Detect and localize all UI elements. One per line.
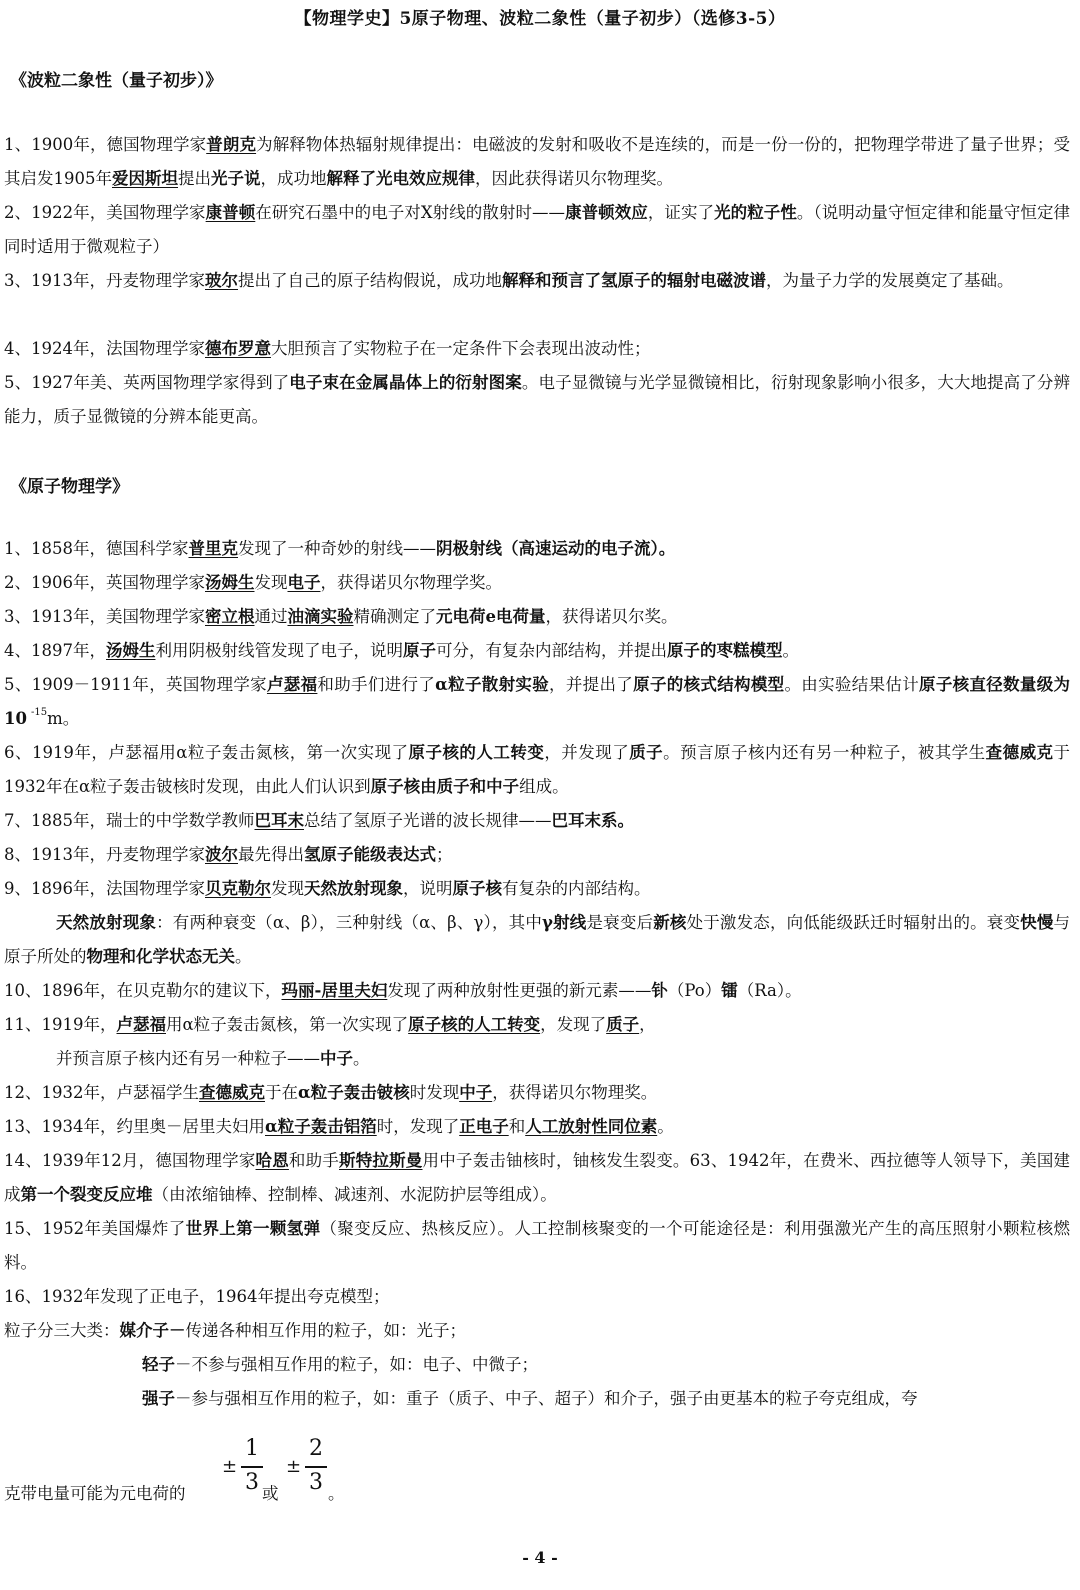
list-item: 14、1939年12月，德国物理学家哈恩和助手斯特拉斯曼用中子轰击铀核时，铀核发生裂变。63、1942年，在费米、西拉德等人领导下，美国建成第一个裂变反应堆（由浓缩铀棒、控制棒、减速剂、水泥防护层等组成）。	[4, 1151, 1071, 1204]
list-item: 并预言原子核内还有另一种粒子——中子。	[56, 1049, 370, 1068]
list-item: 6、1919年，卢瑟福用α粒子轰击氮核，第一次实现了原子核的人工转变，并发现了质子。预言原子核内还有另一种粒子，被其学生查德威克于1932年在α粒子轰击铍核时发现，由此人们认识到原子核由质子和中子组成。	[4, 743, 1071, 796]
list-item: 1、1858年，德国科学家普里克发现了一种奇妙的射线——阴极射线（高速运动的电子流）。	[4, 539, 676, 558]
list-item: 3、1913年，丹麦物理学家玻尔提出了自己的原子结构假说，成功地解释和预言了氢原子的辐射电磁波谱，为量子力学的发展奠定了基础。	[4, 271, 1014, 290]
list-item: 15、1952年美国爆炸了世界上第一颗氢弹（聚变反应、热核反应）。人工控制核聚变的一个可能途径是：利用强激光产生的高压照射小颗粒核燃料。	[4, 1219, 1070, 1272]
list-item: 3、1913年，美国物理学家密立根通过油滴实验精确测定了元电荷e电荷量，获得诺贝尔奖。	[4, 607, 678, 626]
list-item: 4、1924年，法国物理学家德布罗意大胆预言了实物粒子在一定条件下会表现出波动性；	[4, 339, 651, 358]
section-heading-atomic-physics: 《原子物理学》	[10, 477, 129, 497]
particle-class-lepton: 轻子－不参与强相互作用的粒子，如：电子、中微子；	[142, 1355, 538, 1374]
list-item: 10、1896年，在贝克勒尔的建议下，玛丽-居里夫妇发现了两种放射性更强的新元素——钋（Po）镭（Ra）。	[4, 981, 802, 1000]
list-item: 4、1897年，汤姆生利用阴极射线管发现了电子，说明原子可分，有复杂内部结构，并提出原子的枣糕模型。	[4, 641, 799, 660]
list-item: 12、1932年，卢瑟福学生查德威克于在α粒子轰击铍核时发现中子，获得诺贝尔物理奖。	[4, 1083, 658, 1102]
list-item: 16、1932年发现了正电子，1964年提出夸克模型；	[4, 1287, 390, 1306]
list-item: 7、1885年，瑞士的中学数学教师巴耳末总结了氢原子光谱的波长规律——巴耳末系。	[4, 811, 634, 830]
document-title: 【物理学史】5原子物理、波粒二象性（量子初步）（选修3-5）	[294, 9, 786, 29]
list-item: 1、1900年，德国物理学家普朗克为解释物体热辐射规律提出：电磁波的发射和吸收不是连续的，而是一份一份的，把物理学带进了量子世界；受其启发1905年爱因斯坦提出光子说，成功地解释了光电效应规律，因此获得诺贝尔物理奖。	[4, 135, 1070, 188]
fraction-one-third: ± 1 3	[222, 1436, 266, 1512]
fraction-two-thirds: ± 2 3	[286, 1436, 330, 1512]
page-number: - 4 -	[522, 1548, 558, 1567]
list-item: 5、1927年美、英两国物理学家得到了电子束在金属晶体上的衍射图案。电子显微镜与光学显微镜相比，衍射现象影响小很多，大大地提高了分辨能力，质子显微镜的分辨本能更高。	[4, 373, 1071, 426]
list-item: 11、1919年，卢瑟福用α粒子轰击氮核，第一次实现了原子核的人工转变，发现了质子，	[4, 1015, 656, 1034]
list-item: 9、1896年，法国物理学家贝克勒尔发现天然放射现象，说明原子核有复杂的内部结构。	[4, 879, 651, 898]
list-item: 2、1906年，英国物理学家汤姆生发现电子，获得诺贝尔物理学奖。	[4, 573, 502, 592]
particle-class-mediator: 粒子分三大类：媒介子－传递各种相互作用的粒子，如：光子；	[4, 1321, 466, 1340]
section-heading-wave-particle: 《波粒二象性（量子初步）》	[10, 71, 223, 91]
list-item: 5、1909－1911年，英国物理学家卢瑟福和助手们进行了α粒子散射实验，并提出了原子的核式结构模型。由实验结果估计原子核直径数量级为10 $^{-15}$m。	[4, 675, 1071, 728]
list-item: 13、1934年，约里奥－居里夫妇用α粒子轰击铝箔时，发现了正电子和人工放射性同位素。	[4, 1117, 674, 1136]
list-item: 2、1922年，美国物理学家康普顿在研究石墨中的电子对X射线的散射时——康普顿效应，证实了光的粒子性。（说明动量守恒定律和能量守恒定律同时适用于微观粒子）	[4, 203, 1071, 256]
list-item: 8、1913年，丹麦物理学家波尔最先得出氢原子能级表达式；	[4, 845, 453, 864]
list-item: 天然放射现象：有两种衰变（α、β），三种射线（α、β、γ），其中γ射线是衰变后新核处于激发态，向低能级跃迁时辐射出的。衰变快慢与原子所处的物理和化学状态无关。	[4, 913, 1071, 966]
document-page: 【物理学史】5原子物理、波粒二象性（量子初步）（选修3-5） 《波粒二象性（量子初步）》 1、1900年，德国物理学家普朗克为解释物体热辐射规律提出：电磁波的发射和吸收不是连续的，而是一份一份的，把物理学带进了量子世界；受其启发1905年爱因斯坦提出光子说，成功地解释了光电效应规律，因此获得诺贝尔物理奖。 2、1922年，美国物理学家康普顿在研究石墨中的电子对X射线的散射时——康普顿效应，证实了光的粒子性。（说明动量守恒定律和能量守恒定律同时适用于微观粒子） 3、1913年，丹麦物理学家玻尔提出了自己的原子结构假说，成功地解释和预言了氢原子的辐射电磁波谱，为量子力学的发展奠定了基础。 4、1924年，法国物理学家德布罗意大胆预言了实物粒子在一定条件下会表现出波动性； 5、1927年美、英两国物理学家得到了电子束在金属晶体上的衍射图案。电子显微镜与光学显微镜相比，衍射现象影响小很多，大大地提高了分辨能力，质子显微镜的分辨本能更高。 《原子物理学》 1、1858年，德国科学家普里克发现了一种奇妙的射线——阴极射线（高速运动的电子流）。 2、1906年，英国物理学家汤姆生发现电子，获得诺贝尔物理学奖。 3、1913年，美国物理学家密立根通过油滴实验精确测定了元电荷e电荷量，获得诺贝尔奖。 4、1897年，汤姆生利用阴极射线管发现了电子，说明原子可分，有复杂内部结构，并提出原子的枣糕模型。 5、1909－1911年，英国物理学家卢瑟福和助手们进行了α粒子散射实验，并提出了原子的核式结构模型。由实验结果估计原子核直径数量级为10 $^{-15}$m。 6、1919年，卢瑟福用α粒子轰击氮核，第一次实现了原子核的人工转变，并发现了质子。预言原子核内还有另一种粒子，被其学生查德威克于1932年在α粒子轰击铍核时发现，由此人们认识到原子核由质子和中子组成。 7、1885年，瑞士的中学数学教师巴耳末总结了氢原子光谱的波长规律——巴耳末系。 8、1913年，丹麦物理学家波尔最先得出氢原子能级表达式； 9、1896年，法国物理学家贝克勒尔发现天然放射现象，说明原子核有复杂的内部结构。 天然放射现象：有两种衰变（α、β），三种射线（α、β、γ），其中γ射线是衰变后新核处于激发态，向低能级跃迁时辐射出的。衰变快慢与原子所处的物理和化学状态无关。 10、1896年，在贝克勒尔的建议下，玛丽-居里夫妇发现了两种放射性更强的新元素——钋（Po）镭（Ra）。 11、1919年，卢瑟福用α粒子轰击氮核，第一次实现了原子核的人工转变，发现了质子， 并预言原子核内还有另一种粒子——中子。 12、1932年，卢瑟福学生查德威克于在α粒子轰击铍核时发现中子，获得诺贝尔物理奖。 13、1934年，约里奥－居里夫妇用α粒子轰击铝箔时，发现了正电子和人工放射性同位素。 14、1939年12月，德国物理学家哈恩和助手斯特拉斯曼用中子轰击铀核时，铀核发生裂变。63、1942年，在费米、西拉德等人领导下，美国建成第一个裂变反应堆（由浓缩铀棒、控制棒、减速剂、水泥防护层等组成）。 15、1952年美国爆炸了世界上第一颗氢弹（聚变反应、热核反应）。人工控制核聚变的一个可能途径是：利用强激光产生的高压照射小颗粒核燃料。 16、1932年发现了正电子，1964年提出夸克模型； 粒子分三大类：媒介子－传递各种相互作用的粒子，如：光子； 轻子－不参与强相互作用的粒子，如：电子、中微子； 强子－参与强相互作用的粒子，如：重子（质子、中子、超子）和介子，强子由更基本的粒子夸克组成，夸 克带电量可能为元电荷的 ± 1 3 或 ± 2 3 。 - 4 -	[0, 0, 1080, 1590]
particle-class-hadron: 强子－参与强相互作用的粒子，如：重子（质子、中子、超子）和介子，强子由更基本的粒子夸克组成，夸	[142, 1389, 918, 1408]
